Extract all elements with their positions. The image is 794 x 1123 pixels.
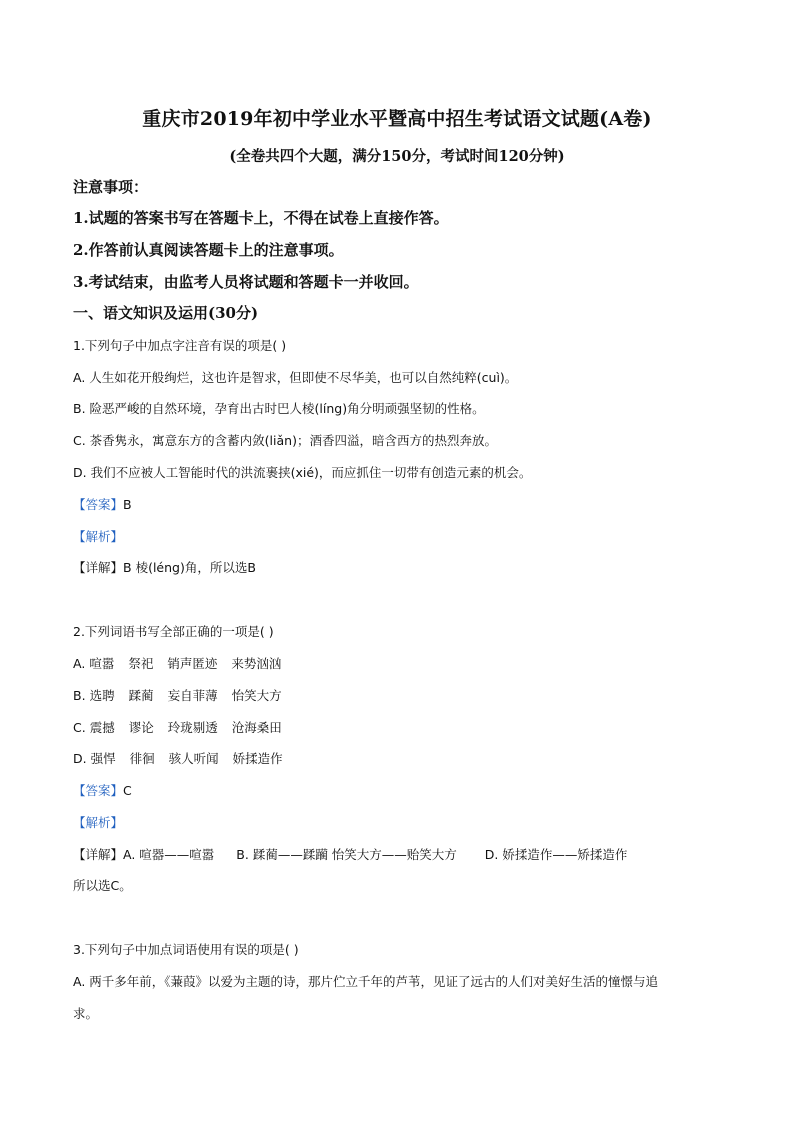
detail-b: B. 蹂蔺——蹂躏 怡笑大方——贻笑大方	[236, 847, 457, 862]
option-word: 骇人听闻	[168, 751, 219, 766]
detail-text: B 棱(léng)角，所以选B	[123, 560, 256, 575]
detail-d: D. 娇揉造作——矫揉造作	[484, 847, 628, 862]
question-2-answer	[73, 781, 132, 799]
question-1-option-d: D. 我们不应被人工智能时代的洪流裹挟(xié)，而应抓住一切带有创造元素的机会。	[73, 465, 532, 480]
question-2-stem: 2.下列词语书写全部正确的一项是( )	[73, 624, 274, 639]
question-2-option-b	[73, 686, 296, 704]
option-word: 玲珑剔透	[167, 720, 218, 735]
exam-title: 重庆市2019年初中学业水平暨高中招生考试语文试题(A卷)	[142, 108, 652, 130]
option-word: 娇揉造作	[232, 751, 283, 766]
question-1-option-c: C. 茶香隽永，寓意东方的含蓄内敛(liǎn)；酒香四溢，暗含西方的热烈奔放。	[73, 433, 497, 448]
question-1-option-a: A. 人生如花开般绚烂，这也许是智求，但即使不尽华美，也可以自然纯粹(cuì)。	[73, 370, 518, 385]
note-item: 3.考试结束，由监考人员将试题和答题卡一并收回。	[73, 273, 419, 291]
option-word: 沧海桑田	[231, 720, 282, 735]
option-word: 谬论	[128, 720, 154, 735]
question-3-option-a: A. 两千多年前，《蒹葭》以爱为主题的诗，那片伫立千年的芦苇，见证了远古的人们对美好生活的憧憬与追	[73, 974, 659, 989]
option-word: 妄自菲薄	[167, 688, 218, 703]
section-heading: 一、语文知识及运用(30分)	[73, 304, 259, 322]
answer-value: B	[123, 497, 132, 512]
note-item: 1.试题的答案书写在答题卡上，不得在试卷上直接作答。	[73, 209, 449, 227]
answer-value: C	[123, 783, 132, 798]
option-word: 喧嚣	[89, 656, 115, 671]
note-item: 2.作答前认真阅读答题卡上的注意事项。	[73, 241, 344, 259]
answer-tag: 【答案】	[73, 783, 124, 798]
question-1-detail	[73, 558, 256, 576]
question-2-detail-end: 所以选C。	[73, 878, 132, 893]
question-1-stem: 1.下列句子中加点字注音有误的项是( )	[73, 338, 287, 353]
detail-tag: 【详解】	[73, 560, 124, 575]
question-2-option-c	[73, 718, 296, 736]
option-word: 徘徊	[129, 751, 155, 766]
question-1-analysis	[73, 527, 123, 545]
option-letter: B.	[73, 688, 86, 703]
option-word: 祭祀	[128, 656, 154, 671]
question-3-stem: 3.下列句子中加点词语使用有误的项是( )	[73, 942, 299, 957]
answer-tag: 【答案】	[73, 497, 124, 512]
detail-a: A. 喧器——喧嚣	[123, 847, 215, 862]
notes-heading: 注意事项：	[73, 178, 149, 196]
analysis-tag: 【解析】	[73, 815, 124, 830]
option-word: 怡笑大方	[231, 688, 282, 703]
option-word: 选聘	[89, 688, 115, 703]
exam-subtitle: (全卷共四个大题，满分150分，考试时间120分钟)	[229, 148, 565, 165]
option-word: 震撼	[89, 720, 115, 735]
question-2-option-a	[73, 654, 295, 672]
question-3-option-a-cont: 求。	[73, 1006, 99, 1021]
question-2-analysis	[73, 813, 123, 831]
analysis-tag: 【解析】	[73, 529, 124, 544]
option-letter: D.	[73, 751, 87, 766]
question-1-answer	[73, 495, 132, 513]
detail-tag: 【详解】	[73, 847, 124, 862]
option-word: 蹂蔺	[128, 688, 154, 703]
option-letter: A.	[73, 656, 86, 671]
option-word: 销声匿迹	[167, 656, 218, 671]
option-letter: C.	[73, 720, 86, 735]
question-2-option-d	[73, 749, 297, 767]
option-word: 强悍	[90, 751, 116, 766]
question-1-option-b: B. 险恶严峻的自然环境，孕育出古时巴人棱(líng)角分明顽强坚韧的性格。	[73, 401, 485, 416]
option-word: 来势汹汹	[231, 656, 282, 671]
question-2-detail	[73, 845, 627, 863]
